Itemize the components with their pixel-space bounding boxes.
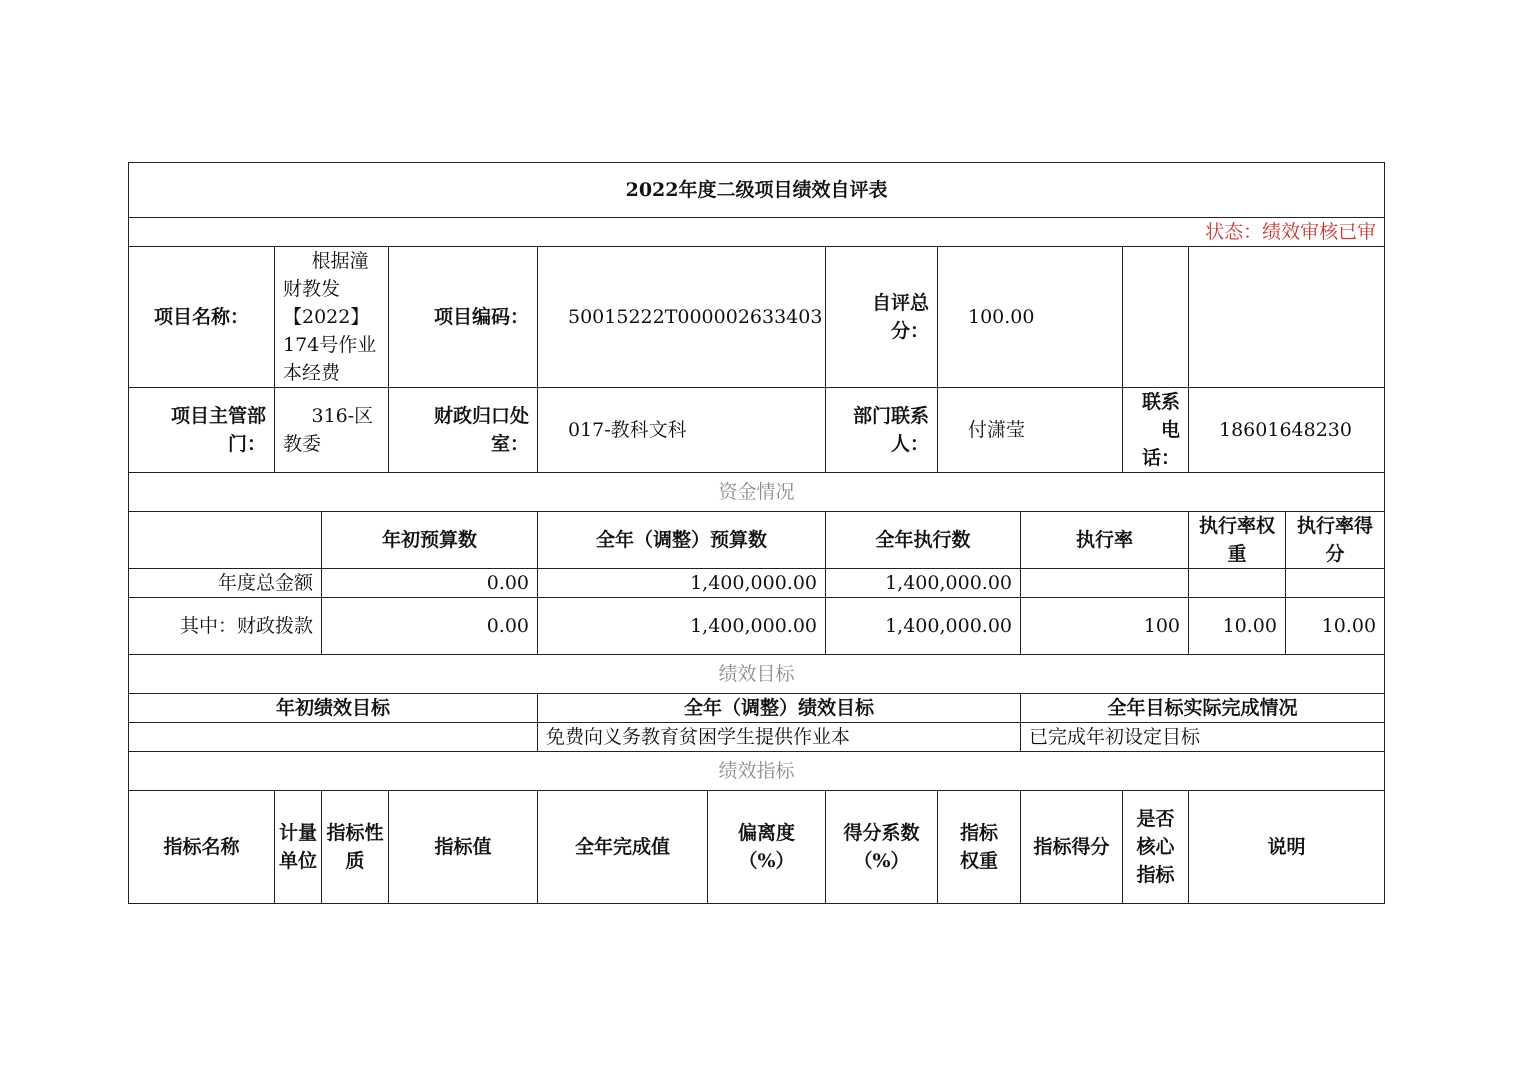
finance-label: 财政归口处室： bbox=[389, 388, 538, 473]
goals-header-initial: 年初绩效目标 bbox=[129, 694, 538, 723]
evaluation-form bbox=[128, 162, 1385, 904]
dept-label: 项目主管部门： bbox=[129, 388, 275, 473]
project-name-value: 根据潼财教发【2022】174号作业本经费 bbox=[275, 247, 389, 388]
funds-cell: 1,400,000.00 bbox=[538, 569, 826, 598]
indicator-header-value: 指标值 bbox=[389, 791, 538, 904]
phone-label: 联系电话： bbox=[1123, 388, 1189, 473]
empty-cell bbox=[1123, 247, 1189, 388]
project-code-label: 项目编码： bbox=[389, 247, 538, 388]
funds-header-empty bbox=[129, 512, 322, 569]
indicator-header-coefficient: 得分系数（%） bbox=[826, 791, 938, 904]
finance-value: 017-教科文科 bbox=[538, 388, 826, 473]
funds-header-exec-rate: 执行率 bbox=[1021, 512, 1189, 569]
goals-section-title: 绩效目标 bbox=[129, 655, 1385, 694]
goals-header-adjusted: 全年（调整）绩效目标 bbox=[538, 694, 1021, 723]
goals-adjusted-value: 免费向义务教育贫困学生提供作业本 bbox=[538, 723, 1021, 752]
funds-header-adjusted-budget: 全年（调整）预算数 bbox=[538, 512, 826, 569]
indicator-header-weight: 指标权重 bbox=[938, 791, 1021, 904]
goals-header-actual: 全年目标实际完成情况 bbox=[1021, 694, 1385, 723]
funds-cell: 10.00 bbox=[1286, 598, 1385, 655]
funds-cell: 1,400,000.00 bbox=[826, 569, 1021, 598]
funds-cell: 0.00 bbox=[322, 569, 538, 598]
funds-header-rate-weight: 执行率权重 bbox=[1189, 512, 1286, 569]
indicator-header-unit: 计量单位 bbox=[275, 791, 322, 904]
funds-header-rate-score: 执行率得分 bbox=[1286, 512, 1385, 569]
funds-cell: 1,400,000.00 bbox=[538, 598, 826, 655]
funds-cell bbox=[1021, 569, 1189, 598]
score-label: 自评总分： bbox=[826, 247, 938, 388]
indicator-header-deviation: 偏离度（%） bbox=[708, 791, 826, 904]
funds-header-initial-budget: 年初预算数 bbox=[322, 512, 538, 569]
funds-cell bbox=[1189, 569, 1286, 598]
phone-value: 18601648230 bbox=[1189, 388, 1385, 473]
indicator-header-score: 指标得分 bbox=[1021, 791, 1123, 904]
status-text: 状态：绩效审核已审 bbox=[129, 218, 1385, 247]
project-name-label: 项目名称： bbox=[129, 247, 275, 388]
funds-cell: 10.00 bbox=[1189, 598, 1286, 655]
project-code-value: 50015222T000002633403 bbox=[538, 247, 826, 388]
funds-header-executed: 全年执行数 bbox=[826, 512, 1021, 569]
score-value: 100.00 bbox=[938, 247, 1123, 388]
funds-cell: 0.00 bbox=[322, 598, 538, 655]
indicator-header-nature: 指标性质 bbox=[322, 791, 389, 904]
funds-cell: 1,400,000.00 bbox=[826, 598, 1021, 655]
funds-row-label: 年度总金额 bbox=[129, 569, 322, 598]
contact-label: 部门联系人： bbox=[826, 388, 938, 473]
funds-cell: 100 bbox=[1021, 598, 1189, 655]
goals-initial-value bbox=[129, 723, 538, 752]
funds-row-label: 其中：财政拨款 bbox=[129, 598, 322, 655]
funds-section-title: 资金情况 bbox=[129, 473, 1385, 512]
dept-value: 316-区教委 bbox=[275, 388, 389, 473]
empty-cell bbox=[1189, 247, 1385, 388]
funds-cell bbox=[1286, 569, 1385, 598]
indicator-header-name: 指标名称 bbox=[129, 791, 275, 904]
contact-value: 付潇莹 bbox=[938, 388, 1123, 473]
indicator-header-note: 说明 bbox=[1189, 791, 1385, 904]
indicator-header-core: 是否核心指标 bbox=[1123, 791, 1189, 904]
indicator-header-completed: 全年完成值 bbox=[538, 791, 708, 904]
form-title: 2022年度二级项目绩效自评表 bbox=[129, 163, 1385, 218]
indicators-section-title: 绩效指标 bbox=[129, 752, 1385, 791]
goals-actual-value: 已完成年初设定目标 bbox=[1021, 723, 1385, 752]
